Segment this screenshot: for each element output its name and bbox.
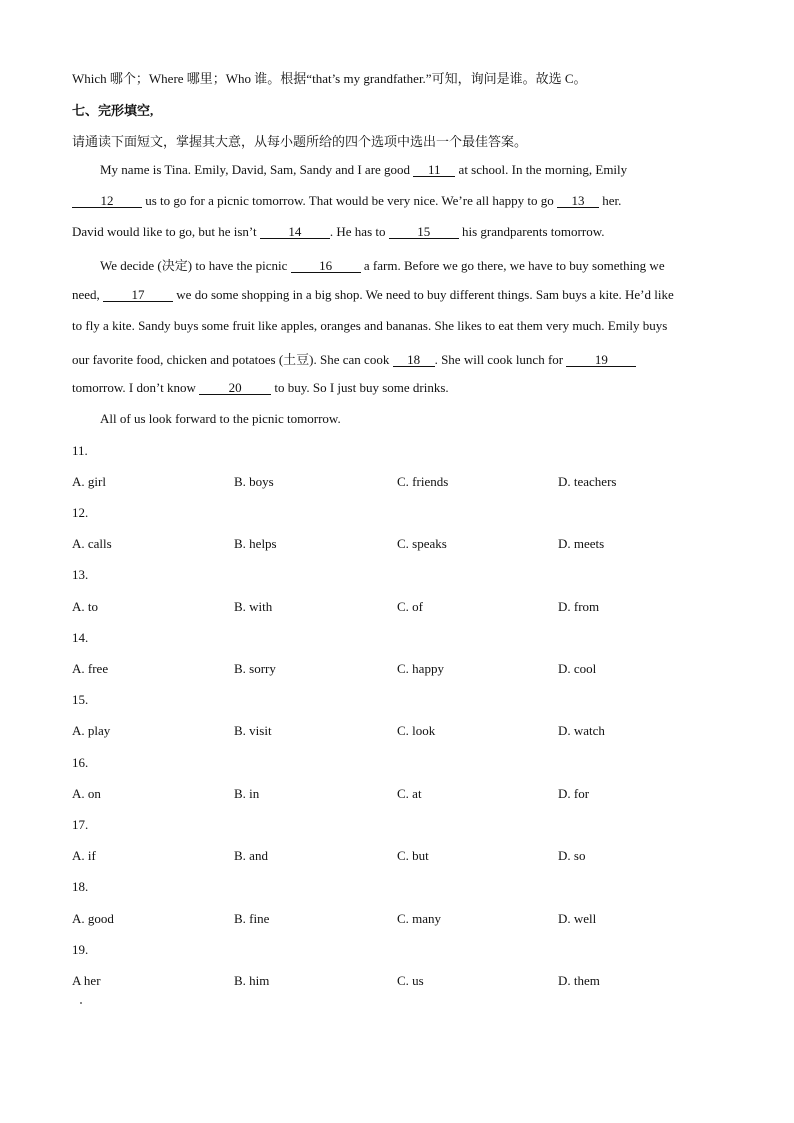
passage-line: We decide (决定) to have the picnic 16 a farm. Before we go there, we have to buy something we <box>100 258 665 273</box>
option-d: D. from <box>558 599 600 614</box>
option-a: A. play <box>72 723 111 738</box>
blank-11: 11 <box>413 163 455 177</box>
option-d: D. meets <box>558 536 605 551</box>
passage-line: tomorrow. I don’t know 20 to buy. So I just buy some drinks. <box>72 380 449 395</box>
option-b: B. him <box>234 973 270 988</box>
option-a: A. to <box>72 599 98 614</box>
question-number: 19. <box>72 942 89 957</box>
option-c: C. happy <box>397 661 444 676</box>
blank-17: 17 <box>103 288 173 302</box>
passage-line: My name is Tina. Emily, David, Sam, Sandy and I are good 11 at school. In the morning, Emily <box>100 162 628 177</box>
blank-12: 12 <box>72 194 142 208</box>
option-c: C. at <box>397 786 422 801</box>
question-number: 15. <box>72 692 89 707</box>
option-a: A. calls <box>72 536 112 551</box>
question-number: 13. <box>72 567 89 582</box>
option-b: B. helps <box>234 536 277 551</box>
passage-line: need, 17 we do some shopping in a big shop. We need to buy different things. Sam buys a kite. He’d like <box>72 287 674 302</box>
option-b: B. sorry <box>234 661 276 676</box>
option-d: D. for <box>558 786 590 801</box>
option-a: A. good <box>72 911 114 926</box>
passage-line: 12 us to go for a picnic tomorrow. That would be very nice. We’re all happy to go 13 her. <box>72 193 621 209</box>
option-c: C. but <box>397 848 429 863</box>
question-number: 17. <box>72 817 89 832</box>
stray-mark <box>80 1002 82 1004</box>
option-a: A. girl <box>72 474 106 489</box>
question-number: 14. <box>72 630 89 645</box>
option-d: D. watch <box>558 723 605 738</box>
passage-line: All of us look forward to the picnic tomorrow. <box>100 411 341 426</box>
blank-14: 14 <box>260 225 330 239</box>
option-a: A. free <box>72 661 109 676</box>
option-a: A her <box>72 973 101 988</box>
option-c: C. friends <box>397 474 449 489</box>
option-a: A. on <box>72 786 101 801</box>
blank-20: 20 <box>199 381 271 395</box>
option-d: D. teachers <box>558 474 617 489</box>
option-b: B. and <box>234 848 268 863</box>
option-d: D. cool <box>558 661 597 676</box>
option-b: B. fine <box>234 911 270 926</box>
option-c: C. us <box>397 973 424 988</box>
option-b: B. with <box>234 599 273 614</box>
section-instruction: 请通读下面短文，掌握其大意，从每小题所给的四个选项中选出一个最佳答案。 <box>72 134 528 149</box>
blank-13: 13 <box>557 194 599 208</box>
previous-answer-explanation: Which 哪个；Where 哪里；Who 谁。根据“that’s my grandfather.”可知，询问是谁。故选 C。 <box>72 71 587 86</box>
option-d: D. well <box>558 911 597 926</box>
passage-line: our favorite food, chicken and potatoes (土豆). She can cook 18 . She will cook lunch for 19 <box>72 349 636 368</box>
option-b: B. visit <box>234 723 272 738</box>
question-number: 16. <box>72 755 89 770</box>
question-number: 12. <box>72 505 89 520</box>
option-c: C. many <box>397 911 442 926</box>
blank-16: 16 <box>291 259 361 273</box>
option-d: D. so <box>558 848 586 863</box>
option-d: D. them <box>558 973 600 988</box>
passage-line: to fly a kite. Sandy buys some fruit like apples, oranges and bananas. She likes to eat them very much. Emily buys <box>72 318 668 333</box>
question-number: 18. <box>72 879 89 894</box>
option-c: C. of <box>397 599 423 614</box>
blank-18: 18 <box>393 353 435 367</box>
question-number: 11. <box>72 443 88 458</box>
option-b: B. boys <box>234 474 274 489</box>
option-c: C. look <box>397 723 436 738</box>
blank-15: 15 <box>389 225 459 239</box>
option-c: C. speaks <box>397 536 447 551</box>
option-b: B. in <box>234 786 260 801</box>
option-a: A. if <box>72 848 96 863</box>
blank-19: 19 <box>566 353 636 367</box>
passage-line: David would like to go, but he isn’t 14 . He has to 15 his grandparents tomorrow. <box>72 224 605 239</box>
section-title: 七、完形填空, <box>72 103 154 118</box>
